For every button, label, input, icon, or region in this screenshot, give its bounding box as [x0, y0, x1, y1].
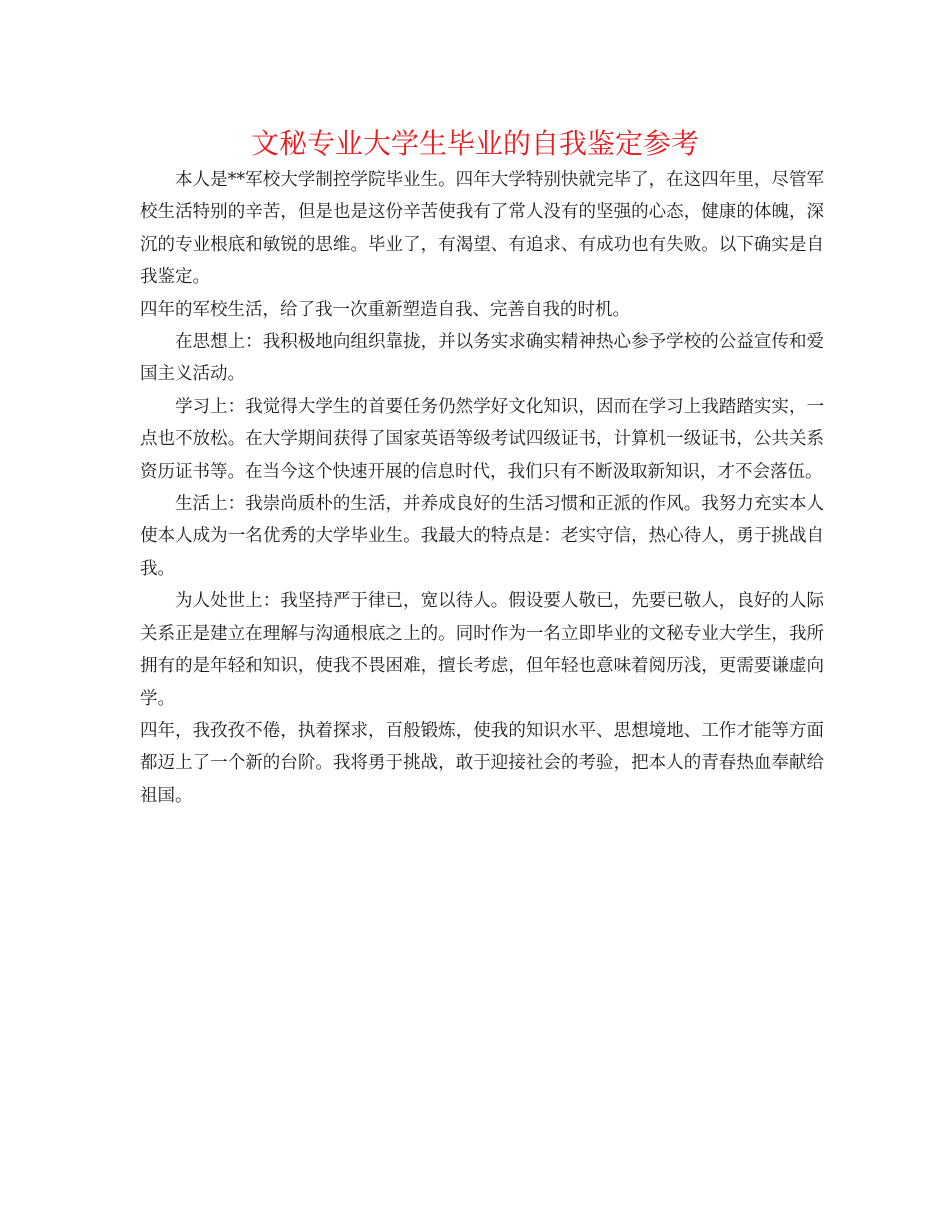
paragraph-intro: 本人是**军校大学制控学院毕业生。四年大学特别快就完毕了，在这四年里，尽管军校生活特别的辛苦，但是也是这份辛苦使我有了常人没有的坚强的心态，健康的体魄，深沉的专业根底和敏锐的思维。毕业了，有渴望、有追求、有成功也有失败。以下确实是自我鉴定。: [140, 170, 824, 288]
paragraph-conclusion: 四年，我孜孜不倦，执着探求，百般锻炼，使我的知识水平、思想境地、工作才能等方面都迈上了一个新的台阶。我将勇于挑战，敢于迎接社会的考验，把本人的青春热血奉献给祖国。: [140, 720, 824, 806]
paragraph-thought: 在思想上：我积极地向组织靠拢，并以务实求确实精神热心参予学校的公益宣传和爱国主义活动。: [140, 332, 824, 385]
paragraph-life: 生活上：我崇尚质朴的生活，并养成良好的生活习惯和正派的作风。我努力充实本人使本人成为一名优秀的大学毕业生。我最大的特点是：老实守信，热心待人，勇于挑战自我。: [140, 494, 824, 579]
document-body: [140, 164, 824, 812]
paragraph-conduct: 为人处世上：我坚持严于律已，宽以待人。假设要人敬已，先要已敬人，良好的人际关系正是建立在理解与沟通根底之上的。同时作为一名立即毕业的文秘专业大学生，我所拥有的是年轻和知识，使我不畏困难，擅长考虑，但年轻也意味着阅历浅，更需要谦虚向学。: [140, 591, 824, 709]
document-title: 文秘专业大学生毕业的自我鉴定参考: [250, 127, 699, 160]
paragraph-military-life: 四年的军校生活，给了我一次重新塑造自我、完善自我的时机。: [140, 299, 630, 320]
paragraph-study: 学习上：我觉得大学生的首要任务仍然学好文化知识，因而在学习上我踏踏实实，一点也不放松。在大学期间获得了国家英语等级考试四级证书，计算机一级证书，公共关系资历证书等。在当今这个快速开展的信息时代，我们只有不断汲取新知识，才不会落伍。: [140, 396, 824, 482]
